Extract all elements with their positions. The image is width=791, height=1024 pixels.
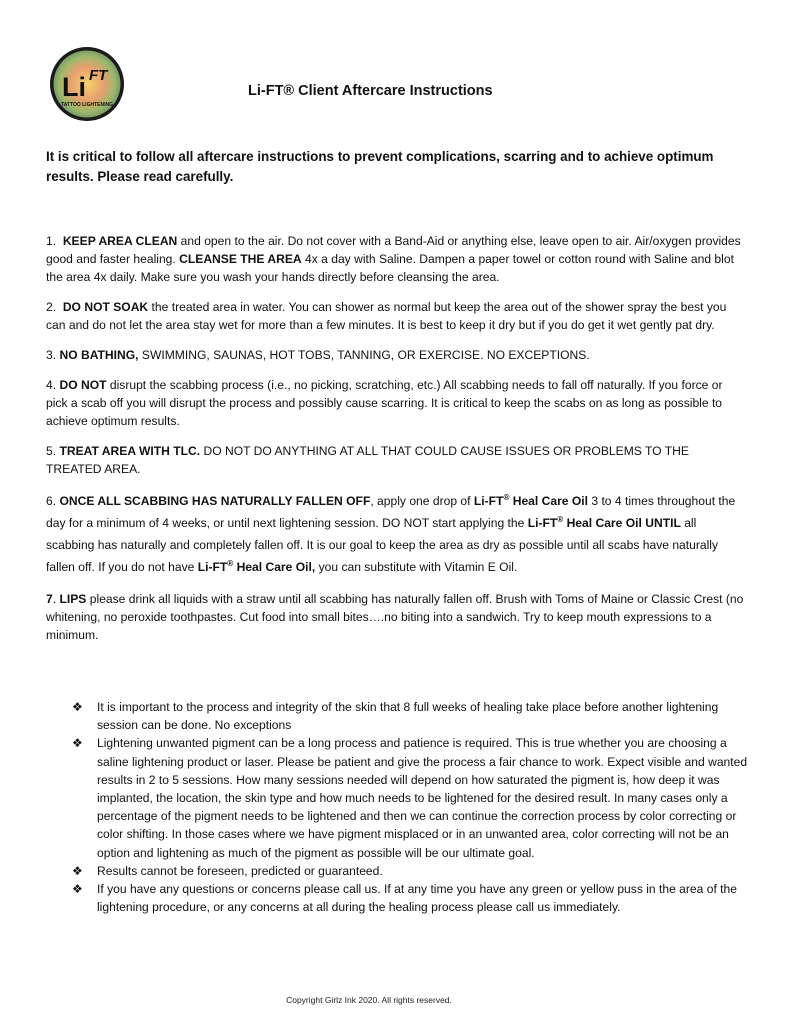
note-item: ❖ If you have any questions or concerns please call us. If at any time you have any green or yellow puss in the area of the lightening procedure, or any concerns at all during the healing process please call us immediately.	[72, 882, 737, 915]
aftercare-item-4: 4. DO NOT disrupt the scabbing process (i.e., no picking, scratching, etc.) All scabbing needs to fall off naturally. If you force or pick a scab off you will disrupt the process and possibly cause scarring. It is critical to keep the scabs on as long as possible to achieve optimum results.	[46, 378, 723, 428]
svg-text:Li: Li	[62, 72, 86, 102]
copyright-footer: Copyright Girlz Ink 2020. All rights reserved.	[286, 995, 452, 1005]
aftercare-list	[46, 232, 746, 656]
note-item: ❖ Lightening unwanted pigment can be a long process and patience is required. This is true whether you are choosing a saline lightening product or laser. Please be patient and give the process a fair chance to work. Expect visible and wanted results in 2 to 5 sessions. How many sessions needed will depend on how saturated the pigment is, how deep it was implanted, the location, the skin type and how much needs to be lightened for the desired result. In many cases only a percentage of the pigment needs to be lightened and then we can continue the correction process by color correcting or color shifting. In those cases where we have pigment misplaced or in an unwanted area, color correcting will not be an option and lightening as much of the pigment as possible will be our ultimate goal.	[72, 736, 748, 860]
aftercare-item-3: 3. NO BATHING, SWIMMING, SAUNAS, HOT TOBS, TANNING, OR EXERCISE. NO EXCEPTIONS.	[46, 348, 590, 362]
svg-text:FT: FT	[89, 67, 108, 84]
note-item: ❖ It is important to the process and integrity of the skin that 8 full weeks of healing take place before another lightening session can be done. No exceptions	[72, 700, 719, 733]
notes-list	[72, 698, 748, 916]
diamond-bullet-icon: ❖	[72, 863, 83, 878]
aftercare-item-1: 1. KEEP AREA CLEAN and open to the air. Do not cover with a Band-Aid or anything else, leave open to air. Air/oxygen provides good and faster healing. CLEANSE THE AREA 4x a day with Saline. Dampen a paper towel or cotton round with Saline and blot the area 4x daily. Make sure you wash your hands directly before cleansing the area.	[46, 234, 741, 284]
aftercare-item-5: 5. TREAT AREA WITH TLC. DO NOT DO ANYTHING AT ALL THAT COULD CAUSE ISSUES OR PROBLEMS TO THE TREATED AREA.	[46, 444, 689, 476]
intro-warning: It is critical to follow all aftercare instructions to prevent complications, scarring and to achieve optimum results. Please read carefully.	[46, 149, 714, 184]
svg-text:TATTOO LIGHTENING: TATTOO LIGHTENING	[61, 102, 113, 108]
aftercare-item-2: 2. DO NOT SOAK the treated area in water. You can shower as normal but keep the area out of the shower spray the best you can and do not let the area stay wet for more than a few minutes. It is best to keep it dry but if you do get it wet gently pat dry.	[46, 300, 727, 332]
diamond-bullet-icon: ❖	[72, 882, 83, 897]
note-item: ❖ Results cannot be foreseen, predicted or guaranteed.	[72, 862, 748, 880]
aftercare-item-6: 6. ONCE ALL SCABBING HAS NATURALLY FALLEN OFF, apply one drop of Li-FT® Heal Care Oil 3 to 4 times throughout the day for a minimum of 4 weeks, or until next lightening session. DO NOT start applying the Li-FT® Heal Care Oil UNTIL all scabbing has naturally and completely fallen off. It is our goal to keep the area as dry as possible until all scabs have naturally fallen off. If you do not have Li-FT® Heal Care Oil, you can substitute with Vitamin E Oil.	[46, 492, 736, 574]
diamond-bullet-icon: ❖	[72, 736, 83, 751]
li-ft-logo	[49, 46, 125, 122]
aftercare-item-7: 7. LIPS please drink all liquids with a straw until all scabbing has naturally fallen off. Brush with Toms of Maine or Classic Crest (no whitening, no peroxide toothpastes. Cut food into small bites….no biting into a sandwich. Try to keep mouth expressions to a minimum.	[46, 592, 744, 642]
diamond-bullet-icon: ❖	[72, 700, 83, 714]
document-title: Li-FT® Client Aftercare Instructions	[248, 83, 493, 99]
